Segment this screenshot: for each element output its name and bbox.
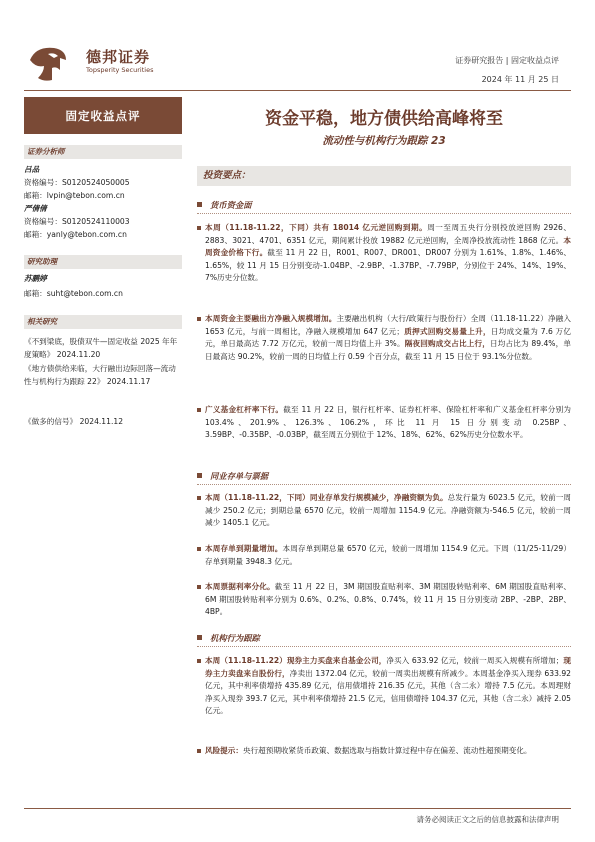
bullet-icon [197, 659, 201, 663]
bullet-icon [197, 317, 201, 321]
category-badge: 固定收益点评 [24, 97, 182, 134]
section-cd-bills-label: 同业存单与票据 [210, 471, 269, 481]
brand-name-cn: 德邦证券 [86, 48, 151, 66]
bullet-icon [197, 496, 201, 500]
highlight-text: 本周（11.18-11.22，下同）共有 18014 亿元逆回购到期。 [205, 223, 428, 232]
related-research-item[interactable]: 《做多的信号》 2024.11.12 [24, 417, 124, 426]
body-text: 截至 11 月 22 日，3M 期国股直贴利率、3M 期国股转贴利率、6M 期国股直贴利率、6M 期国股转贴利率分别为 0.6%、0.2%、0.8%、0.74%，较 11 月 15 日分别变动 2BP、-2BP、2BP、4BP。 [205, 582, 572, 616]
paragraph-reverse-repo [197, 222, 571, 285]
brand-name-en: Topsperity Securities [86, 66, 154, 74]
paragraph-cd-issuance [197, 492, 571, 530]
body-text: 截至 11 月 22 日，银行杠杆率、证券杠杆率、保险杠杆率和广义基金杠杆率分别为 103.4%、201.9%、126.3%、106.2%，环比 11 月 15 日分别变动 0.25BP、3.59BP、-0.35BP、-0.03BP，截至周五分别位于 12%、18%、62%、62%历史分位数水平。 [205, 405, 571, 439]
analyst-email[interactable]: 邮箱：lvpin@tebon.com.cn [24, 191, 125, 200]
analyst-id: 资格编号：S0120524050005 [24, 178, 130, 187]
paragraph-net-borrowing [197, 313, 571, 363]
paragraph-bill-rates [197, 581, 571, 619]
section-marker-icon [197, 202, 202, 207]
report-title: 资金平稳，地方债供给高峰将至 [265, 109, 503, 129]
bullet-icon [197, 749, 201, 753]
header-divider [24, 90, 571, 91]
section-divider [197, 213, 571, 214]
assistant-email[interactable]: 邮箱：suht@tebon.com.cn [24, 289, 123, 298]
highlight-text: 本周资金价格下行。 [205, 235, 571, 257]
highlight-text: 本周（11.18-11.22，下同）同业存单发行规模减少，净融资额为负。 [205, 493, 448, 502]
highlight-text: 质押式回购交易量上升， [404, 326, 491, 336]
report-subtitle: 流动性与机构行为跟踪 23 [322, 135, 446, 147]
body-text: 净卖出 1372.04 亿元，较前一周卖出规模有所减少。本周基金净买入现券 633.92 亿元，其中利率债增持 435.89 亿元，信用债增持 216.35 亿元，其他（含二永）增持 7.5 亿元。本周理财净买入现券 393.7 亿元，其中利率债增持 21.5 亿元，信用债增持 104.37 亿元，其他（含二永）减持 2.05 亿元。 [205, 668, 571, 715]
bullet-icon [197, 226, 201, 230]
report-type: 证券研究报告 | 固定收益点评 [455, 56, 559, 65]
bullet-icon [197, 547, 201, 551]
highlight-text: 本周票据利率分化。 [205, 582, 275, 591]
body-text: 主要融出机构（大行/政策行与股份行）全周（11.18-11.22）净融入 1653 亿元，与前一周相比，净融入规模增加 647 亿元； [205, 314, 572, 336]
assistant-name: 苏鹏婷 [24, 274, 47, 283]
highlight-text: 现券主力卖盘来自股份行， [205, 656, 571, 678]
analyst-name: 严倩倩 [24, 204, 47, 213]
analysts-heading: 证券分析师 [24, 145, 182, 159]
investment-points-bar: 投资要点： [197, 166, 571, 186]
tebon-logo-icon [26, 44, 68, 84]
body-text: 日均占比为 89.4%，单日最高达 90.2%，较前一周的日均值上行 0.59 个百分点，截至 11 月 15 日位于 93.1%分位数。 [205, 339, 571, 361]
highlight-text: 本周存单到期量增加。 [205, 544, 283, 553]
paragraph-institution-flows [197, 655, 571, 718]
body-text: 截至 11 月 22 日，R001、R007、DR001、DR007 分别为 1.61%、1.8%、1.46%、1.65%，较 11 月 15 日分别变动-1.04BP、-2.9BP、-1.37BP、-7.79BP，分别位于 24%、14%、19%、7%历史分位数。 [205, 248, 572, 282]
analyst-name: 吕品 [24, 165, 40, 174]
section-institution-label: 机构行为跟踪 [210, 633, 260, 643]
assistant-heading: 研究助理 [24, 255, 182, 269]
bullet-icon [197, 585, 201, 589]
paragraph-leverage [197, 404, 571, 442]
section-marker-icon [197, 473, 202, 478]
body-text: 净买入 633.92 亿元，较前一周买入规模有所增加； [386, 656, 564, 665]
highlight-text: 本周资金主要融出方净融入规模增加。 [205, 314, 337, 323]
paragraph-cd-maturity [197, 543, 571, 568]
related-research-heading: 相关研究 [24, 315, 182, 329]
footer-disclaimer[interactable]: 请务必阅读正文之后的信息披露和法律声明 [416, 815, 559, 824]
section-divider [197, 646, 571, 647]
section-marker-icon [197, 635, 202, 640]
bullet-icon [197, 408, 201, 412]
related-research-item[interactable]: 《地方债供给来临，大行融出边际回落—流动性与机构行为跟踪 22》 2024.11.17 [24, 364, 176, 386]
section-institution [197, 632, 571, 644]
section-divider [197, 484, 571, 485]
paragraph-risk [197, 745, 571, 758]
report-date: 2024 年 11 月 25 日 [481, 75, 559, 84]
body-text: 周一至周五央行分别投放逆回购 2926、2883、3021、4701、6351 亿元，期间累计投放 19882 亿元逆回购，全周净投放流动性 1868 亿元。 [205, 223, 571, 245]
body-text: 本周存单到期总量 6570 亿元，较前一周增加 1154.9 亿元。下周（11/25-11/29）存单到期量 3948.3 亿元。 [205, 544, 571, 566]
highlight-text: 广义基金杠杆率下行。 [205, 405, 284, 414]
body-text: 日均成交量为 7.6 万亿元，单日最高达 7.72 万亿元，较前一周日均值上升 3%。 [205, 326, 571, 348]
analyst-id: 资格编号：S0120524110003 [24, 217, 130, 226]
section-cd-bills [197, 470, 571, 482]
highlight-text: 本周（11.18-11.22）现券主力买盘来自基金公司， [205, 656, 387, 665]
analyst-email[interactable]: 邮箱：yanly@tebon.com.cn [24, 230, 127, 239]
section-money-market-label: 货币资金面 [210, 200, 252, 210]
footer-divider [24, 808, 571, 809]
risk-label: 风险提示： [205, 746, 243, 755]
body-text: 总发行量为 6023.5 亿元，较前一周减少 250.2 亿元；到期总量 6570 亿元，较前一周增加 1154.9 亿元。净融资额为-546.5 亿元，较前一周减少 1405.1 亿元。 [205, 493, 571, 527]
related-research-item[interactable]: 《不到梁底，股债双牛—固定收益 2025 年年度策略》 2024.11.20 [24, 337, 178, 359]
risk-text: 央行超预期收紧货币政策、数据选取与指数计算过程中存在偏差、流动性超预期变化。 [242, 746, 532, 755]
section-money-market [197, 199, 571, 211]
highlight-text: 隔夜回购成交占比上行， [404, 339, 491, 348]
